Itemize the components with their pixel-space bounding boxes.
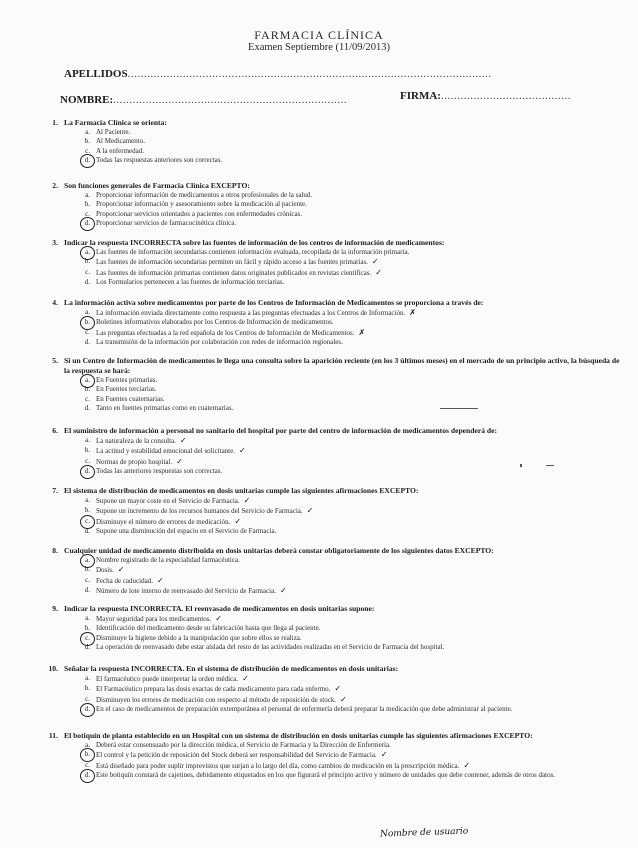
question-3 bbox=[28, 238, 624, 288]
option-text bbox=[96, 338, 624, 347]
answer-option[interactable] bbox=[28, 741, 624, 750]
option-label: Al Medicamento. bbox=[96, 137, 145, 146]
option-label: Normas de propio hospital. bbox=[96, 457, 173, 466]
question-header bbox=[28, 546, 624, 556]
option-text bbox=[96, 556, 624, 565]
option-text bbox=[96, 674, 624, 684]
option-label: Al Paciente. bbox=[96, 127, 131, 136]
option-text bbox=[96, 137, 624, 146]
answer-option[interactable] bbox=[28, 684, 624, 694]
option-letter: d. bbox=[84, 586, 90, 595]
answer-option[interactable] bbox=[28, 614, 624, 624]
option-letter: d. bbox=[84, 338, 90, 347]
question-4 bbox=[28, 298, 624, 348]
question-number: 3. bbox=[52, 238, 58, 247]
option-text bbox=[96, 147, 624, 156]
option-text bbox=[96, 457, 624, 467]
check-mark-icon: ✓ bbox=[380, 750, 388, 760]
question-10 bbox=[28, 664, 624, 715]
option-text bbox=[96, 517, 624, 527]
option-text bbox=[96, 257, 624, 267]
option-label: La información enviada directamente como respuesta a las preguntas efectuadas a los Centros de Información. bbox=[96, 308, 406, 317]
question-text: El botiquín de planta establecido en un Hospital con un sistema de distribución en dosis unitarias cumple las siguientes afirmaciones EXCEPTO: bbox=[64, 731, 533, 740]
check-mark-icon: ✓ bbox=[280, 586, 287, 596]
option-label: Las fuentes de información primarias contienen datos originales publicados en revistas científicas. bbox=[96, 268, 372, 277]
option-letter: d. bbox=[84, 278, 90, 287]
option-text bbox=[96, 467, 624, 476]
question-number: 6. bbox=[52, 426, 58, 435]
check-mark-icon: ✓ bbox=[340, 694, 347, 704]
answer-option[interactable] bbox=[28, 457, 624, 467]
option-text bbox=[96, 395, 624, 404]
option-text bbox=[96, 624, 624, 633]
option-letter: b. bbox=[84, 446, 90, 455]
option-letter: a. bbox=[85, 307, 90, 316]
scan-speck bbox=[546, 465, 554, 466]
option-text bbox=[96, 695, 624, 705]
question-header bbox=[28, 298, 624, 308]
option-letter-circled: d. bbox=[62, 771, 96, 780]
option-text bbox=[96, 318, 624, 327]
check-mark-icon: ✓ bbox=[243, 495, 251, 505]
option-letter-circled: d. bbox=[62, 156, 96, 165]
answer-option[interactable] bbox=[28, 210, 624, 219]
option-label: Las fuentes de información secundarias permiten un fácil y rápido acceso a las fuentes primarias. bbox=[96, 258, 368, 267]
answer-option[interactable] bbox=[28, 338, 624, 347]
option-letter-circled: b. bbox=[62, 750, 96, 760]
answer-option[interactable] bbox=[28, 308, 624, 318]
option-letter: b. bbox=[84, 137, 90, 146]
answer-option[interactable] bbox=[28, 436, 624, 446]
cross-mark-icon: ✗ bbox=[358, 327, 366, 337]
option-letter: d. bbox=[84, 643, 90, 652]
question-6 bbox=[28, 426, 624, 477]
option-text bbox=[96, 750, 624, 760]
answer-option[interactable] bbox=[28, 128, 624, 137]
option-letter-circled: a. bbox=[62, 556, 96, 565]
option-label: Tanto en fuentes primarias como en cuaternarias. bbox=[96, 404, 234, 413]
answer-option[interactable] bbox=[28, 147, 624, 156]
option-letter: a. bbox=[85, 435, 90, 444]
option-letter: c. bbox=[85, 267, 90, 276]
option-label: Supone un incremento de los recursos humanos del Servicio de Farmacia. bbox=[96, 507, 303, 516]
option-label: Proporcionar información y asesoramiento sobre la medicación al paciente. bbox=[96, 200, 307, 209]
option-text bbox=[96, 565, 624, 575]
check-mark-icon: ✓ bbox=[238, 446, 246, 456]
option-label: Disminuye el número de errores de medicación. bbox=[96, 517, 231, 526]
question-text: Si un Centro de Información de medicamentos le llega una consulta sobre la aparición reciente (en los 3 últimos meses) en el mercado de un principio activo, la búsqueda de la respuesta se hará: bbox=[64, 356, 620, 375]
question-7 bbox=[28, 486, 624, 537]
question-text: El sistema de distribución de medicamentos en dosis unitarias cumple las siguientes afirmaciones EXCEPTO: bbox=[64, 486, 419, 495]
answer-option[interactable] bbox=[28, 496, 624, 506]
question-header bbox=[28, 426, 624, 436]
option-letter-circled: d. bbox=[62, 467, 96, 476]
option-letter: a. bbox=[85, 613, 90, 622]
option-letter: a. bbox=[85, 673, 90, 682]
question-text: El suministro de información a personal no sanitario del hospital por parte del centro de información de medicamentos dependerá de: bbox=[64, 426, 498, 435]
apellidos-label: APELLIDOS bbox=[64, 68, 128, 80]
scan-speck bbox=[520, 464, 522, 467]
option-letter: d. bbox=[84, 404, 90, 413]
answer-option[interactable] bbox=[28, 624, 624, 633]
exam-subtitle: Examen Septiembre (11/09/2013) bbox=[248, 42, 390, 53]
option-label: Dosis. bbox=[96, 566, 114, 575]
scan-speck bbox=[440, 408, 478, 409]
option-label: La operación de reenvasado debe estar aislada del resto de las actividades realizadas en el Servicio de Farmacia del hospital. bbox=[96, 643, 445, 652]
option-letter: a. bbox=[85, 740, 90, 749]
option-label: La naturaleza de la consulta. bbox=[96, 436, 176, 445]
option-label: Este botiquín constará de cajetines, debidamente etiquetados en los que figurará el principio activo y número de unidades que debe contener, además de otros datos. bbox=[96, 771, 556, 780]
option-label: Supone una disminución del espacio en el Servicio de Farmacia. bbox=[96, 527, 277, 536]
option-letter: c. bbox=[85, 327, 90, 336]
option-label: Supone un mayor coste en el Servicio de Farmacia. bbox=[96, 496, 240, 505]
option-letter-circled: a. bbox=[62, 248, 96, 257]
question-header bbox=[28, 486, 624, 496]
check-mark-icon: ✓ bbox=[463, 760, 471, 770]
nombre-dots: ........................................................................ bbox=[113, 94, 348, 106]
option-letter: d. bbox=[84, 527, 90, 536]
question-header bbox=[28, 238, 624, 248]
option-text bbox=[96, 576, 624, 586]
firma-field[interactable] bbox=[400, 90, 571, 102]
option-label: Boletines informativos elaborados por los Centros de Información de medicamentos. bbox=[96, 318, 334, 327]
question-number: 7. bbox=[52, 486, 58, 495]
answer-option[interactable] bbox=[28, 586, 624, 596]
answer-option[interactable] bbox=[28, 446, 624, 456]
question-2 bbox=[28, 181, 624, 229]
answer-option[interactable] bbox=[28, 771, 624, 780]
option-letter: b. bbox=[84, 684, 90, 693]
option-label: El farmacéutico puede interpretar la orden médica. bbox=[96, 674, 239, 683]
option-text bbox=[96, 741, 624, 750]
option-label: La transmisión de la información por colaboración con redes de información regionales. bbox=[96, 338, 343, 347]
answer-option[interactable] bbox=[28, 750, 624, 760]
check-mark-icon: ✓ bbox=[117, 565, 125, 575]
answer-option[interactable] bbox=[28, 268, 624, 278]
option-letter: b. bbox=[84, 385, 90, 394]
option-label: Deberá estar consensuado por la dirección médica, el Servicio de Farmacia y la Dirección de Enfermería. bbox=[96, 740, 391, 749]
option-text bbox=[96, 248, 624, 257]
firma-label: FIRMA: bbox=[400, 90, 441, 102]
question-11 bbox=[28, 731, 624, 781]
answer-option[interactable] bbox=[28, 278, 624, 287]
answer-option[interactable] bbox=[28, 467, 624, 476]
answer-option[interactable] bbox=[28, 385, 624, 394]
answer-option[interactable] bbox=[28, 695, 624, 705]
answer-option[interactable] bbox=[28, 200, 624, 209]
question-5 bbox=[28, 356, 624, 413]
answer-option[interactable] bbox=[28, 634, 624, 643]
option-text bbox=[96, 496, 624, 506]
option-text bbox=[96, 643, 624, 652]
question-text: Son funciones generales de Farmacia Clínica EXCEPTO: bbox=[64, 181, 250, 190]
answer-option[interactable] bbox=[28, 506, 624, 516]
option-label: Las preguntas efectuadas a la red española de los Centros de Información de Medicamentos. bbox=[96, 328, 355, 337]
option-text bbox=[96, 614, 624, 624]
option-text bbox=[96, 376, 624, 385]
option-label: Todas las respuestas anteriores son correctas. bbox=[96, 156, 223, 165]
answer-option[interactable] bbox=[28, 565, 624, 575]
option-text bbox=[96, 404, 624, 413]
option-label: Los Formularios pertenecen a las fuentes de información terciarias. bbox=[96, 278, 285, 287]
question-8 bbox=[28, 546, 624, 597]
option-label: Disminuyen los errores de medicación con respecto al método de reposición de stock. bbox=[96, 695, 337, 704]
check-mark-icon: ✓ bbox=[375, 267, 382, 277]
question-text: La Farmacia Clínica se orienta: bbox=[64, 118, 167, 127]
nombre-field[interactable] bbox=[60, 94, 347, 106]
option-letter: c. bbox=[85, 456, 90, 465]
option-text bbox=[96, 705, 624, 714]
apellidos-dots: ................................................................................................................ bbox=[127, 68, 492, 80]
option-label: En Fuentes cuaternarias. bbox=[96, 394, 165, 403]
answer-option[interactable] bbox=[28, 527, 624, 536]
option-letter-circled: c. bbox=[62, 517, 96, 527]
apellidos-field[interactable] bbox=[64, 68, 492, 80]
question-header bbox=[28, 604, 624, 614]
option-letter: a. bbox=[85, 127, 90, 136]
answer-option[interactable] bbox=[28, 395, 624, 404]
option-text bbox=[96, 278, 624, 287]
option-text bbox=[96, 385, 624, 394]
check-mark-icon: ✓ bbox=[242, 673, 249, 683]
option-label: Identificación del medicamento desde su fabricación hasta que llega al paciente. bbox=[96, 624, 321, 633]
option-letter: b. bbox=[84, 565, 90, 574]
option-label: Está diseñado para poder suplir imprevistos que surjan a lo largo del día, como cambios de medicación en la prescripción médica. bbox=[96, 761, 460, 770]
answer-option[interactable] bbox=[28, 404, 624, 413]
exam-title: FARMACIA CLÍNICA bbox=[254, 28, 384, 42]
option-letter-circled: d. bbox=[62, 705, 96, 714]
question-number: 5. bbox=[52, 356, 58, 365]
option-letter: b. bbox=[84, 200, 90, 209]
option-letter-circled: a. bbox=[62, 376, 96, 385]
answer-option[interactable] bbox=[28, 705, 624, 714]
question-number: 11. bbox=[48, 731, 58, 740]
nombre-label: NOMBRE: bbox=[60, 94, 114, 106]
option-letter: c. bbox=[85, 209, 90, 218]
option-letter: b. bbox=[84, 506, 90, 515]
option-label: A la enfermedad. bbox=[96, 146, 145, 155]
option-text bbox=[96, 771, 624, 780]
option-text bbox=[96, 761, 624, 771]
option-label: La actitud y estabilidad emocional del solicitante. bbox=[96, 447, 235, 456]
option-text bbox=[96, 634, 624, 643]
option-text bbox=[96, 684, 624, 694]
option-text bbox=[96, 586, 624, 596]
question-header bbox=[28, 664, 624, 674]
question-header bbox=[28, 356, 624, 376]
option-letter-circled: b. bbox=[62, 318, 96, 327]
question-number: 1. bbox=[52, 118, 58, 127]
check-mark-icon: ✓ bbox=[306, 506, 314, 516]
option-letter: c. bbox=[85, 760, 90, 769]
question-text: Cualquier unidad de medicamento distribuida en dosis unitarias deberá constar obligatoriamente de los siguientes datos EXCEPTO: bbox=[64, 546, 494, 555]
option-text bbox=[96, 200, 624, 209]
option-label: Proporcionar servicios orientados a pacientes con enfermedades crónicas. bbox=[96, 209, 303, 218]
option-label: En Fuentes primarias. bbox=[96, 375, 158, 384]
option-label: Disminuye la higiene debido a la manipulación que sobre ellos se realiza. bbox=[96, 633, 302, 642]
option-text bbox=[96, 268, 624, 278]
check-mark-icon: ✓ bbox=[334, 684, 342, 694]
question-header bbox=[28, 181, 624, 191]
firma-dots: ........................................ bbox=[440, 90, 571, 102]
option-letter: c. bbox=[85, 146, 90, 155]
question-1 bbox=[28, 118, 624, 166]
option-letter: b. bbox=[84, 257, 90, 266]
answer-option[interactable] bbox=[28, 191, 624, 200]
check-mark-icon: ✓ bbox=[179, 435, 187, 445]
option-text bbox=[96, 191, 624, 200]
option-text bbox=[96, 446, 624, 456]
check-mark-icon: ✓ bbox=[371, 257, 379, 267]
option-text bbox=[96, 128, 624, 137]
option-label: Todas las anteriores respuestas son correctas. bbox=[96, 467, 223, 476]
answer-option[interactable] bbox=[28, 761, 624, 771]
question-header bbox=[28, 731, 624, 741]
option-label: Proporcionar servicios de farmacocinética clínica. bbox=[96, 219, 237, 228]
answer-option[interactable] bbox=[28, 137, 624, 146]
option-label: Nombre registrado de la especialidad farmacéutica. bbox=[96, 555, 240, 564]
option-text bbox=[96, 156, 624, 165]
option-label: Mayor seguridad para los medicamentos. bbox=[96, 614, 212, 623]
answer-option[interactable] bbox=[28, 328, 624, 338]
question-text: La información activa sobre medicamentos por parte de los Centros de Información de Medicamentos se proporciona a través de: bbox=[64, 298, 484, 307]
question-text: Indicar la respuesta INCORRECTA. El reenvasado de medicamentos en dosis unitarias supone: bbox=[64, 604, 375, 613]
question-header bbox=[28, 118, 624, 128]
answer-option[interactable] bbox=[28, 556, 624, 565]
question-text: Indicar la respuesta INCORRECTA sobre las fuentes de información de los centros de información de medicamentos: bbox=[64, 238, 445, 247]
option-text bbox=[96, 308, 624, 318]
check-mark-icon: ✓ bbox=[215, 613, 222, 623]
check-mark-icon: ✓ bbox=[234, 516, 242, 526]
option-letter: c. bbox=[85, 575, 90, 584]
question-number: 10. bbox=[48, 664, 58, 673]
answer-option[interactable] bbox=[28, 156, 624, 165]
cross-mark-icon: ✗ bbox=[409, 307, 416, 317]
check-mark-icon: ✓ bbox=[156, 575, 164, 585]
check-mark-icon: ✓ bbox=[176, 456, 183, 466]
answer-option[interactable] bbox=[28, 248, 624, 257]
option-text bbox=[96, 527, 624, 536]
option-label: Fecha de caducidad. bbox=[96, 576, 153, 585]
option-label: Las fuentes de información secundarias contienen información evaluada, recopilada de la información primaria. bbox=[96, 247, 410, 256]
answer-option[interactable] bbox=[28, 517, 624, 527]
option-letter: a. bbox=[85, 495, 90, 504]
answer-option[interactable] bbox=[28, 576, 624, 586]
answer-option[interactable] bbox=[28, 257, 624, 267]
question-text: Señalar la respuesta INCORRECTA. En el sistema de distribución de medicamentos en dosis unitarias: bbox=[64, 664, 399, 673]
question-number: 2. bbox=[52, 181, 58, 190]
answer-option[interactable] bbox=[28, 219, 624, 228]
option-letter-circled: c. bbox=[62, 634, 96, 643]
question-9 bbox=[28, 604, 624, 653]
option-text bbox=[96, 219, 624, 228]
option-label: El Farmacéutico prepara las dosis exactas de cada medicamento para cada enfermo. bbox=[96, 685, 331, 694]
question-number: 8. bbox=[52, 546, 58, 555]
option-label: Proporcionar información de medicamentos a otros profesionales de la salud. bbox=[96, 190, 313, 199]
option-label: En el caso de medicamentos de preparación extemporánea el personal de enfermería deberá preparar la medicación que debe administrar al paciente. bbox=[96, 705, 513, 714]
answer-option[interactable] bbox=[28, 318, 624, 327]
option-text bbox=[96, 210, 624, 219]
answer-option[interactable] bbox=[28, 643, 624, 652]
option-label: Número de lote interno de reenvasado del Servicio de Farmacia. bbox=[96, 587, 276, 596]
option-letter: c. bbox=[85, 694, 90, 703]
option-letter-circled: d. bbox=[62, 219, 96, 228]
question-number: 4. bbox=[52, 298, 58, 307]
option-letter: b. bbox=[84, 624, 90, 633]
option-text bbox=[96, 506, 624, 516]
option-letter: a. bbox=[85, 190, 90, 199]
option-label: El control y la petición de reposición del Stock deberá ser responsabilidad del Servicio de Farmacia. bbox=[96, 751, 377, 760]
handwritten-note: Nombre de usuario bbox=[379, 826, 469, 840]
answer-option[interactable] bbox=[28, 376, 624, 385]
option-letter: c. bbox=[85, 394, 90, 403]
option-text bbox=[96, 436, 624, 446]
answer-option[interactable] bbox=[28, 674, 624, 684]
question-number: 9. bbox=[52, 604, 58, 613]
option-text bbox=[96, 328, 624, 338]
option-label: En Fuentes terciarias. bbox=[96, 385, 157, 394]
